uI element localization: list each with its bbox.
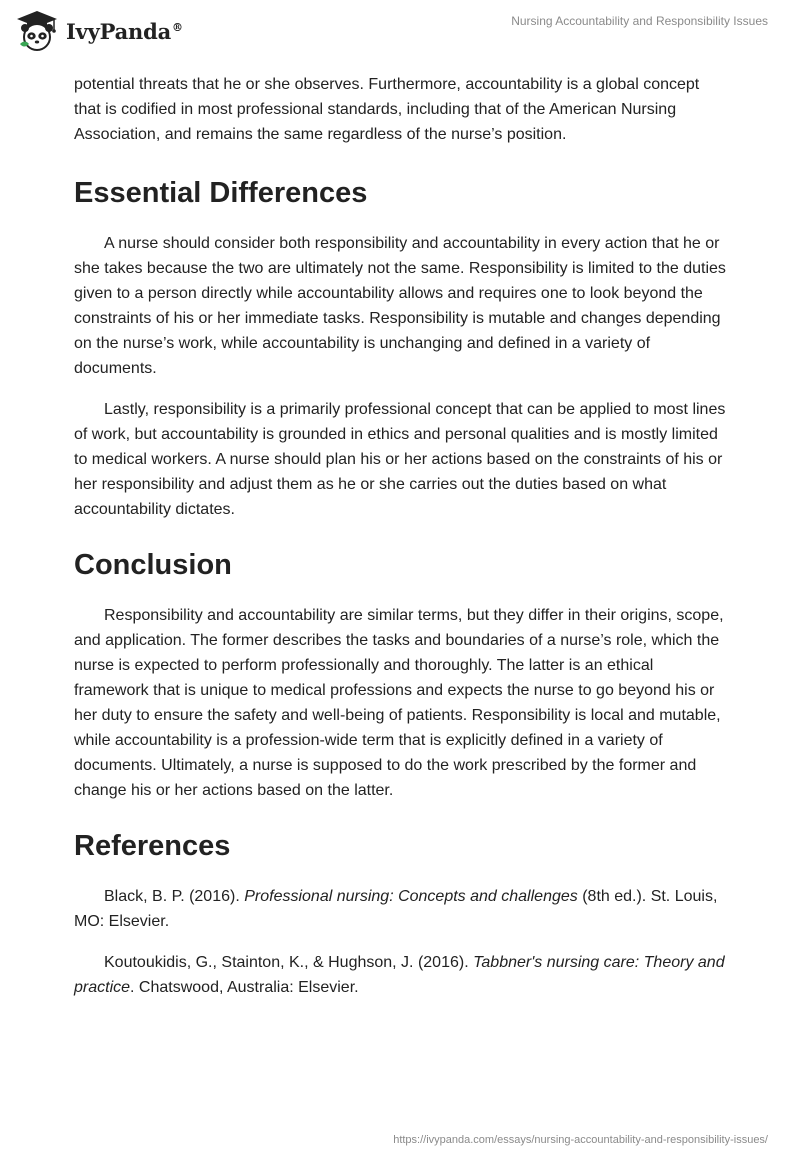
reference-title: Professional nursing: Concepts and challenges bbox=[244, 888, 578, 905]
reference-title: Tabbner's nursing care: Theory and practice bbox=[74, 954, 725, 996]
essential-paragraph-1: A nurse should consider both responsibility and accountability in every action that he or she takes because the two are ultimately not the same. Responsibility is limited to the duties given to a person directly while accountability allows and requires one to look beyond the constraints of his or her immediate tasks. Responsibility is mutable and changes depending on the nurse’s work, while accountability is unchanging and defined in a variety of documents. bbox=[74, 235, 726, 377]
document-body bbox=[74, 72, 730, 1000]
section-heading-references: References bbox=[74, 830, 231, 862]
conclusion-paragraph: Responsibility and accountability are similar terms, but they differ in their origins, scope, and application. The former describes the tasks and boundaries of a nurse’s role, which the nurse is expected to perform professionally and thoroughly. The latter is an ethical framework that is unique to medical professions and expects the nurse to go beyond his or her duty to ensure the safety and well-being of patients. Responsibility is local and mutable, while accountability is a profession-wide term that is explicitly defined in a variety of documents. Ultimately, a nurse is supposed to do the work prescribed by the former and change his or her actions based on the latter. bbox=[74, 607, 724, 799]
section-heading-conclusion: Conclusion bbox=[74, 549, 232, 581]
running-title: Nursing Accountability and Responsibility Issues bbox=[511, 14, 768, 28]
source-url[interactable]: https://ivypanda.com/essays/nursing-accountability-and-responsibility-issues/ bbox=[393, 1134, 768, 1146]
essential-paragraph-2: Lastly, responsibility is a primarily professional concept that can be applied to most lines of work, but accountability is grounded in ethics and personal qualities and is mostly limited to medical workers. A nurse should plan his or her actions based on the constraints of his or her responsibility and adjust them as he or she carries out the duties based on what accountability dictates. bbox=[74, 401, 726, 518]
panda-graduate-icon bbox=[14, 8, 60, 54]
reference-item bbox=[74, 884, 730, 934]
reference-publisher: . Chatswood, Australia: Elsevier. bbox=[130, 979, 359, 996]
reference-authors: Koutoukidis, G., Stainton, K., & Hughson, J. (2016). bbox=[104, 954, 474, 971]
ivypanda-logo[interactable] bbox=[14, 8, 183, 54]
reference-publisher: (8th ed.). St. Louis, MO: Elsevier. bbox=[74, 888, 718, 930]
intro-paragraph: potential threats that he or she observes. Furthermore, accountability is a global concept that is codified in most professional standards, including that of the American Nursing Association, and remains the same regardless of the nurse’s position. bbox=[74, 76, 700, 143]
reference-authors: Black, B. P. (2016). bbox=[104, 888, 245, 905]
page-header bbox=[0, 0, 800, 70]
reference-item bbox=[74, 950, 730, 1000]
brand-name: IvyPanda® bbox=[66, 18, 183, 44]
section-heading-essential-differences: Essential Differences bbox=[74, 177, 368, 209]
